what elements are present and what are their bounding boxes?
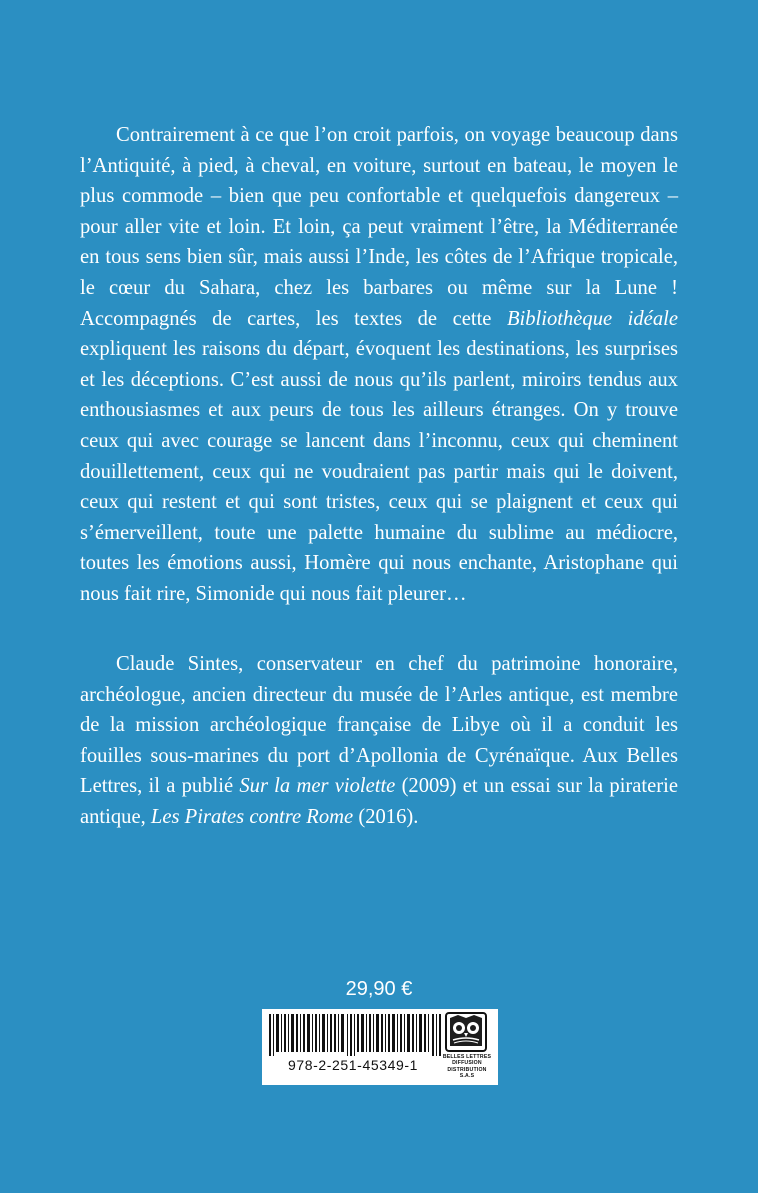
barcode-icon xyxy=(269,1014,441,1056)
barcode-panel xyxy=(262,1009,498,1085)
price-label: 29,90 € xyxy=(345,978,413,1000)
publisher-label xyxy=(439,1054,495,1080)
publisher-line: BELLES LETTRES xyxy=(442,1054,492,1060)
blurb-text-2: expliquent les raisons du départ, évoquent les destinations, les surprises et les déceptions. C’est aussi de nous qu’ils parlent, miroirs tendus aux enthousiasmes et aux peurs de tous les ailleurs étranges. On y trouve ceux qui avec courage se lancent dans l’inconnu, ceux qui cheminent douillettement, ceux qui ne voudraient pas partir mais qui le doivent, ceux qui restent et qui sont tristes, ceux qui se plaignent et ceux qui s’émerveillent, toute une palette humaine du sublime au médiocre, toutes les émotions aussi, Homère qui nous enchante, Aristophane qui nous fait rire, Simonide qui nous fait pleurer… xyxy=(80,338,678,605)
series-title: Bibliothèque idéale xyxy=(506,307,678,330)
publisher-line: DIFFUSION xyxy=(452,1060,482,1067)
blurb-text-1: Contrairement à ce que l’on croit parfois, on voyage beaucoup dans l’Antiquité, à pied, à cheval, en voiture, surtout en bateau, le moyen le plus commode – bien que peu confortable et quelquefois dangereux – pour aller vite et loin. Et loin, ça peut vraiment l’être, la Méditerranée en tous sens bien sûr, mais aussi l’Inde, les côtes de l’Afrique tropicale, le cœur du Sahara, chez les barbares ou même sur la Lune ! Accompagnés de cartes, les textes de cette xyxy=(80,124,678,330)
author-bio-text-2: (2009) et un essai sur la piraterie antique, xyxy=(80,775,678,828)
publisher-line: S.A.S xyxy=(459,1073,475,1080)
isbn-number: 978-2-251-45349-1 xyxy=(287,1057,419,1073)
author-book-2: Les Pirates contre Rome xyxy=(150,805,354,828)
publisher-line: DISTRIBUTION xyxy=(447,1066,487,1073)
author-bio-text-3: (2016). xyxy=(358,805,419,828)
blurb-paragraph xyxy=(80,120,678,610)
author-bio-paragraph xyxy=(80,649,678,833)
publisher-owl-logo-icon xyxy=(442,1012,490,1052)
author-bio-text-1: Claude Sintes, conservateur en chef du patrimoine honoraire, archéologue, ancien directeur du musée de l’Arles antique, est membre de la mission archéologique française de Libye où il a conduit les fouilles sous-marines du port d’Apollonia de Cyrénaïque. Aux Belles Lettres, il a publié xyxy=(80,653,678,798)
author-book-1: Sur la mer violette xyxy=(239,775,396,798)
